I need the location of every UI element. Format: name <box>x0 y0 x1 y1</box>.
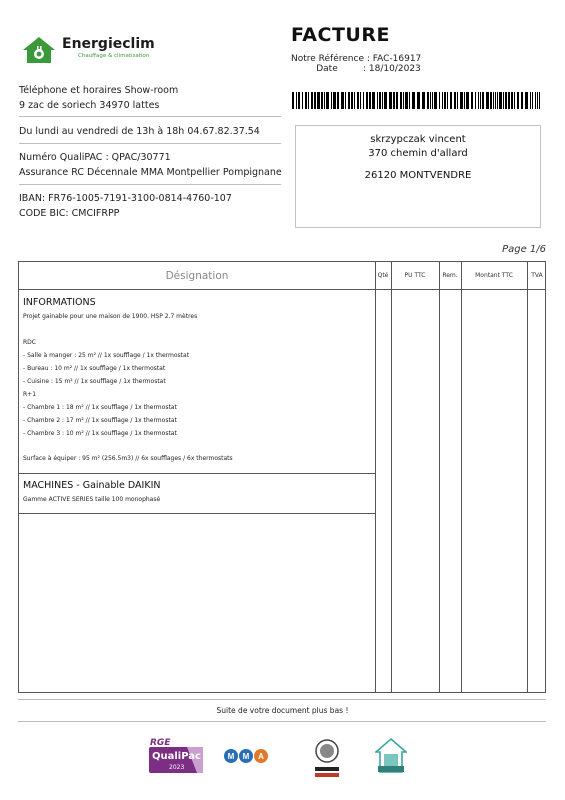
bureau-veritas-logo <box>313 737 341 779</box>
barcode-bar <box>432 92 433 109</box>
barcode-bar <box>439 92 440 109</box>
barcode-bar <box>499 92 502 109</box>
barcode-bar <box>442 92 443 109</box>
barcode-bar <box>321 92 323 109</box>
barcode-bar <box>493 92 494 109</box>
continuation-note: Suite de votre document plus bas ! <box>216 706 349 715</box>
opening-hours: Du lundi au vendredi de 13h à 18h 04.67.82.37.54 <box>19 126 260 137</box>
section-title-informations: INFORMATIONS <box>23 297 96 308</box>
table-line: - Bureau : 10 m² // 1x soufflage / 1x thermostat <box>23 365 166 372</box>
barcode-bar <box>495 92 496 109</box>
column-divider <box>391 262 392 692</box>
barcode-bar <box>331 92 332 109</box>
barcode-bar <box>539 92 540 109</box>
section-divider <box>19 473 375 474</box>
header-divider <box>19 289 545 290</box>
divider <box>19 184 281 185</box>
barcode-bar <box>363 92 364 109</box>
col-header-pu-ttc: PU TTC <box>404 272 426 279</box>
barcode-bar <box>400 92 402 109</box>
col-header-tva: TVA <box>531 272 543 279</box>
company-address: 9 zac de soriech 34970 lattes <box>19 100 160 111</box>
table-line: - Salle à manger : 25 m² // 1x soufflage / 1x thermostat <box>23 352 190 359</box>
barcode-bar <box>389 92 392 109</box>
table-line: Projet gainable pour une maison de 1900. HSP 2.7 mètres <box>23 313 198 320</box>
barcode-bar <box>525 92 528 109</box>
divider <box>19 143 281 144</box>
barcode-bar <box>430 92 431 109</box>
barcode-bar <box>450 92 452 109</box>
barcode-bar <box>511 92 513 109</box>
invoice-table <box>18 261 546 693</box>
client-address-box <box>295 125 541 228</box>
barcode-bar <box>348 92 350 109</box>
barcode-bar <box>341 92 344 109</box>
barcode-bar <box>480 92 481 109</box>
barcode-bar <box>357 92 359 109</box>
barcode-bar <box>372 92 375 109</box>
col-header-designation: Désignation <box>165 269 229 282</box>
reference-label: Notre Référence <box>291 54 364 64</box>
barcode-bar <box>460 92 463 109</box>
iban: IBAN: FR76-1005-7191-3100-0814-4760-107 <box>19 193 232 204</box>
barcode-bar <box>403 92 404 109</box>
company-logo <box>22 36 155 64</box>
barcode-bar <box>354 92 355 109</box>
footer-rule-bottom <box>18 721 546 722</box>
barcode-bar <box>517 92 519 109</box>
barcode-bar <box>503 92 504 109</box>
barcode-bar <box>302 92 303 109</box>
barcode-bar <box>457 92 458 109</box>
table-line: Surface à équiper : 95 m² (256.5m3) // 6x soufflages / 6x thermostats <box>23 455 233 462</box>
showroom-label: Téléphone et horaires Show-room <box>19 85 179 96</box>
barcode-bar <box>366 92 368 109</box>
barcode-bar <box>486 92 489 109</box>
col-header-montant-ttc: Montant TTC <box>475 272 513 279</box>
barcode-bar <box>305 92 307 109</box>
barcode-bar <box>535 92 536 109</box>
table-line: R+1 <box>23 391 37 398</box>
barcode-bar <box>417 92 420 109</box>
reference-value: FAC-16917 <box>372 54 422 64</box>
barcode-bar <box>482 92 484 109</box>
barcode-bar <box>537 92 538 109</box>
barcode-bar <box>505 92 507 109</box>
client-street: 370 chemin d'allard <box>368 148 468 159</box>
barcode-bar <box>377 92 378 109</box>
barcode-bar <box>530 92 531 109</box>
barcode-bar <box>292 92 294 109</box>
column-divider <box>461 262 462 692</box>
page-number: Page 1/6 <box>502 244 546 255</box>
section-title-machines: MACHINES - Gainable DAIKIN <box>23 480 161 491</box>
barcode-bar <box>471 92 473 109</box>
table-line: - Chambre 1 : 18 m² // 1x soufflage / 1x thermostat <box>23 404 177 411</box>
barcode-bar <box>434 92 437 109</box>
barcode-bar <box>422 92 425 109</box>
barcode-bar <box>379 92 381 109</box>
mma-logo <box>224 748 270 764</box>
ma-renov-logo <box>375 737 407 775</box>
column-divider <box>375 262 376 692</box>
barcode-bar <box>409 92 410 109</box>
barcode-bar <box>464 92 465 109</box>
barcode-bar <box>490 92 492 109</box>
bic-code: CODE BIC: CMCIFRPP <box>19 208 120 219</box>
footer-rule-top <box>18 699 546 700</box>
barcode-bar <box>382 92 383 109</box>
barcode-bar <box>532 92 533 109</box>
column-divider <box>527 262 528 692</box>
company-tagline: Chauffage & climatisation <box>78 53 150 59</box>
column-divider <box>439 262 440 692</box>
barcode-bar <box>345 92 346 109</box>
barcode-bar <box>324 92 325 109</box>
qualipac-number: Numéro QualiPAC : QPAC/30771 <box>19 152 171 163</box>
barcode-bar <box>497 92 498 109</box>
svg-text:M: M <box>242 752 250 761</box>
svg-text:A: A <box>258 752 264 761</box>
barcode-bar <box>311 92 313 109</box>
table-line: - Chambre 2 : 17 m² // 1x soufflage / 1x thermostat <box>23 417 177 424</box>
date-value: 18/10/2023 <box>368 64 421 74</box>
barcode-bar <box>384 92 387 109</box>
client-name: skrzypczak vincent <box>370 134 466 145</box>
barcode-bar <box>405 92 408 109</box>
barcode-bar <box>454 92 456 109</box>
barcode-bar <box>412 92 415 109</box>
barcode-bar <box>308 92 309 109</box>
barcode-bar <box>427 92 429 109</box>
reference-row: Notre Référence : FAC-16917 <box>291 54 422 64</box>
barcode-bar <box>508 92 510 109</box>
section-divider <box>19 513 375 514</box>
col-header-rem: Rem. <box>442 272 458 279</box>
table-line: - Chambre 3 : 10 m² // 1x soufflage / 1x thermostat <box>23 430 177 437</box>
barcode-bar <box>333 92 336 109</box>
barcode-bar <box>351 92 353 109</box>
barcode-bar <box>360 92 361 109</box>
date-label: Date <box>316 64 338 74</box>
house-plug-icon <box>22 36 56 64</box>
barcode-bar <box>521 92 523 109</box>
barcode-bar <box>396 92 398 109</box>
barcode-bar <box>326 92 329 109</box>
barcode-bar <box>475 92 476 109</box>
document-title: FACTURE <box>291 24 390 46</box>
barcode-bar <box>369 92 371 109</box>
client-city: 26120 MONTVENDRE <box>364 170 472 181</box>
table-line: - Cuisine : 15 m² // 1x soufflage / 1x thermostat <box>23 378 166 385</box>
barcode-bar <box>478 92 479 109</box>
divider <box>19 116 281 117</box>
barcode-bar <box>447 92 448 109</box>
col-header-qty: Qté <box>377 272 389 279</box>
rge-qualipac-logo: RGE QualiPac 2023 <box>147 737 205 777</box>
barcode-bar <box>298 92 300 109</box>
insurance-info: Assurance RC Décennale MMA Montpellier Pompignane <box>19 167 282 178</box>
svg-text:M: M <box>227 752 235 761</box>
table-line: RDC <box>23 339 36 346</box>
table-line: Gamme ACTIVE SERIES taille 100 monophasé <box>23 496 161 503</box>
barcode-bar <box>337 92 339 109</box>
barcode-bar <box>314 92 316 109</box>
barcode-bar <box>393 92 395 109</box>
date-row: Date : 18/10/2023 <box>291 64 421 74</box>
barcode-bar <box>296 92 297 109</box>
barcode-bar <box>444 92 446 109</box>
barcode-bar <box>514 92 515 109</box>
barcode <box>292 92 540 109</box>
barcode-bar <box>317 92 320 109</box>
barcode-bar <box>466 92 469 109</box>
company-name: Energieclim <box>62 36 155 52</box>
